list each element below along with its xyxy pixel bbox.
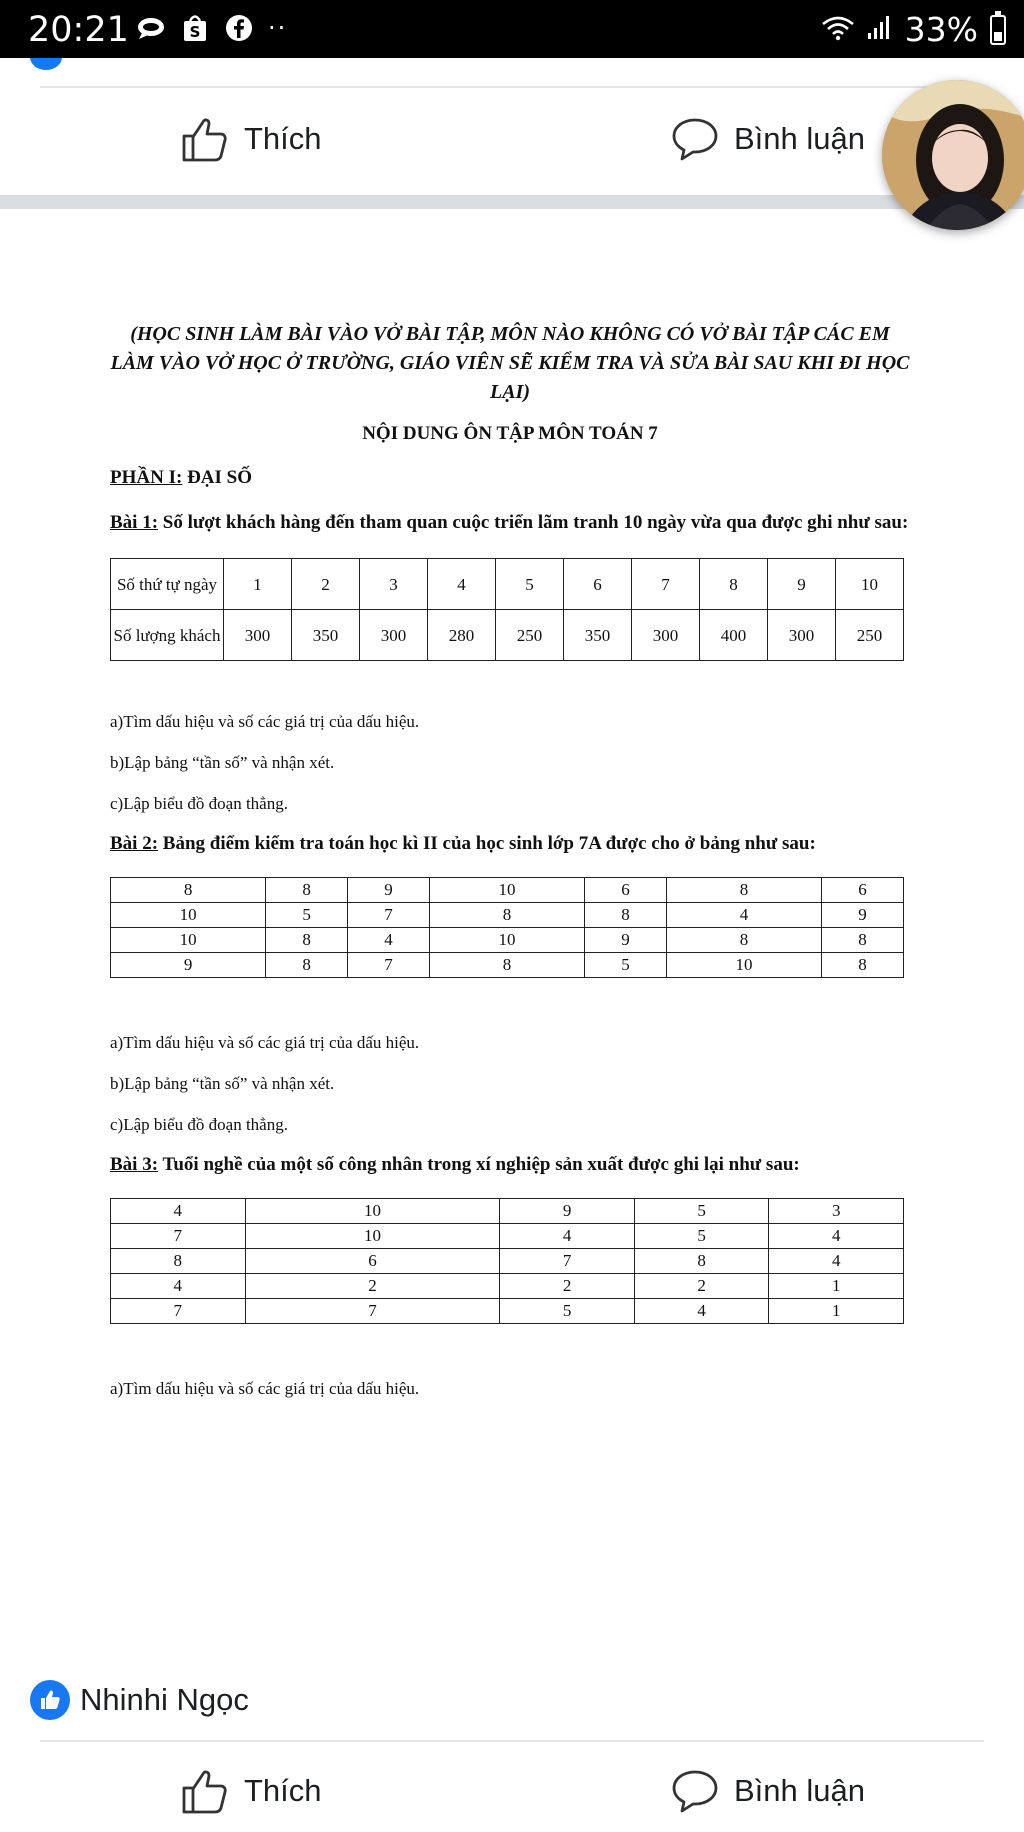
table-cell: 4 (769, 1249, 904, 1274)
table-cell: 3 (769, 1199, 904, 1224)
table-cell: 280 (428, 610, 496, 661)
wifi-icon (821, 10, 855, 49)
table-cell: 9 (500, 1199, 635, 1224)
table-cell: 8 (666, 878, 821, 903)
table-cell: 8 (111, 878, 266, 903)
table-row (111, 1224, 904, 1249)
score-table (110, 877, 904, 978)
post-action-row (0, 100, 1024, 180)
previous-comment-strip (0, 58, 1024, 88)
comment-label: Bình luận (734, 121, 865, 156)
battery-fill (994, 32, 1002, 41)
table-cell: 300 (360, 610, 428, 661)
comment-icon (670, 114, 720, 164)
table-cell: 10 (111, 903, 266, 928)
part-title (110, 467, 910, 489)
table-cell: 10 (666, 953, 821, 978)
problem-3 (110, 1149, 910, 1180)
table-cell: 8 (700, 559, 768, 610)
like-button[interactable] (180, 114, 322, 164)
table-cell: 7 (500, 1249, 635, 1274)
table-cell: 6 (822, 878, 904, 903)
table-cell: 8 (429, 953, 584, 978)
avatar-photo (882, 80, 1024, 230)
table-row (111, 953, 904, 978)
thumbs-up-icon (180, 1766, 230, 1816)
table-cell: 9 (585, 928, 667, 953)
table-cell: 8 (666, 928, 821, 953)
problem-3-text: Tuổi nghề của một số công nhân trong xí nghiệp sản xuất được ghi lại như sau: (158, 1154, 800, 1175)
status-time: 20:21 (28, 10, 129, 50)
table-cell: 7 (348, 903, 430, 928)
table-cell: 7 (245, 1299, 500, 1324)
table-cell: 5 (585, 953, 667, 978)
table-cell: 350 (564, 610, 632, 661)
comment-icon (670, 1766, 720, 1816)
table-cell: 4 (348, 928, 430, 953)
table-row (111, 1299, 904, 1324)
table-cell: 8 (822, 928, 904, 953)
table-row (111, 1249, 904, 1274)
table-cell: 6 (585, 878, 667, 903)
notification-icons (136, 14, 287, 42)
table-cell: 5 (266, 903, 348, 928)
table-cell: 7 (111, 1299, 246, 1324)
table-cell: 4 (634, 1299, 769, 1324)
table-cell: 5 (634, 1224, 769, 1249)
table-cell: 300 (224, 610, 292, 661)
table-cell: 6 (245, 1249, 500, 1274)
svg-text:S: S (189, 23, 201, 41)
seniority-table (110, 1198, 904, 1324)
table-row (111, 878, 904, 903)
table-cell: 1 (769, 1299, 904, 1324)
problem-1-label: Bài 1: (110, 512, 159, 533)
table-cell: 4 (111, 1274, 246, 1299)
comment-action-row (0, 1752, 1024, 1832)
table-header-cell: Số thứ tự ngày (111, 559, 224, 610)
system-icons (821, 10, 1006, 49)
table-cell: 4 (769, 1224, 904, 1249)
table-cell: 4 (428, 559, 496, 610)
table-cell: 10 (245, 1224, 500, 1249)
table-cell: 5 (496, 559, 564, 610)
table-cell: 8 (111, 1249, 246, 1274)
worksheet-heading: NỘI DUNG ÔN TẬP MÔN TOÁN 7 (362, 423, 658, 444)
table-cell: 300 (768, 610, 836, 661)
table-cell: 8 (266, 878, 348, 903)
table-cell: 8 (634, 1249, 769, 1274)
table-row (111, 1199, 904, 1224)
comment-author[interactable]: Nhinhi Ngọc (80, 1682, 249, 1717)
problem-2-text: Bảng điểm kiểm tra toán học kì II của học sinh lớp 7A được cho ở bảng như sau: (158, 833, 816, 854)
table-cell: 2 (245, 1274, 500, 1299)
table-cell: 1 (769, 1274, 904, 1299)
question-a: a)Tìm dấu hiệu và số các giá trị của dấu hiệu. (110, 712, 420, 731)
table-row (111, 928, 904, 953)
problem-2 (110, 828, 910, 859)
table-cell: 2 (500, 1274, 635, 1299)
table-cell: 4 (500, 1224, 635, 1249)
table-cell: 250 (836, 610, 904, 661)
table-row (111, 1274, 904, 1299)
facebook-icon (224, 14, 254, 42)
table-row (111, 903, 904, 928)
question-b: b)Lập bảng “tần số” và nhận xét. (110, 1074, 335, 1093)
like-button[interactable] (180, 1766, 322, 1816)
comment-label: Bình luận (734, 1773, 865, 1808)
table-cell: 6 (564, 559, 632, 610)
table-cell: 7 (348, 953, 430, 978)
problem-1-text: Số lượt khách hàng đến tham quan cuộc triển lãm tranh 10 ngày vừa qua được ghi như sau: (158, 512, 909, 533)
table-cell: 10 (245, 1199, 500, 1224)
table-cell: 5 (634, 1199, 769, 1224)
question-a: a)Tìm dấu hiệu và số các giá trị của dấu hiệu. (110, 1379, 420, 1398)
table-cell: 9 (348, 878, 430, 903)
table-cell: 9 (768, 559, 836, 610)
question-c: c)Lập biểu đồ đoạn thẳng. (110, 1115, 288, 1134)
question-c: c)Lập biểu đồ đoạn thẳng. (110, 794, 288, 813)
problem-1 (110, 507, 910, 538)
table-cell: 8 (822, 953, 904, 978)
comment-button[interactable] (670, 1766, 865, 1816)
like-reaction-icon (30, 1680, 70, 1720)
shopee-icon (180, 14, 210, 42)
table-cell: 300 (632, 610, 700, 661)
table-cell: 8 (266, 953, 348, 978)
like-label: Thích (244, 1773, 322, 1808)
table-cell: 4 (666, 903, 821, 928)
table-cell: 7 (632, 559, 700, 610)
table-cell: 1 (224, 559, 292, 610)
table-cell: 5 (500, 1299, 635, 1324)
part-name: ĐẠI SỐ (182, 467, 252, 488)
table-cell: 2 (292, 559, 360, 610)
table-cell: 9 (822, 903, 904, 928)
chat-bubble-icon (136, 14, 166, 42)
table-cell: 8 (429, 903, 584, 928)
problem-3-label: Bài 3: (110, 1154, 159, 1175)
question-a: a)Tìm dấu hiệu và số các giá trị của dấu hiệu. (110, 1033, 420, 1052)
section-separator (0, 195, 1024, 209)
table-cell: 8 (585, 903, 667, 928)
table-cell: 350 (292, 610, 360, 661)
table-cell: 4 (111, 1199, 246, 1224)
divider (40, 1740, 984, 1742)
like-label: Thích (244, 121, 322, 156)
table-cell: 2 (634, 1274, 769, 1299)
part-label: PHẦN I: (110, 467, 183, 488)
table-cell: 10 (429, 878, 584, 903)
table-cell: 7 (111, 1224, 246, 1249)
table-cell: 250 (496, 610, 564, 661)
table-row (111, 610, 904, 661)
comment-button[interactable] (670, 114, 865, 164)
status-bar (0, 0, 1024, 58)
table-cell: 9 (111, 953, 266, 978)
question-b: b)Lập bảng “tần số” và nhận xét. (110, 753, 335, 772)
battery-percent: 33% (904, 10, 978, 49)
table-cell: 3 (360, 559, 428, 610)
table-header-cell: Số lượng khách (111, 610, 224, 661)
more-notifications-dots: ·· (268, 14, 288, 42)
table-cell: 10 (836, 559, 904, 610)
table-cell: 8 (266, 928, 348, 953)
problem-2-label: Bài 2: (110, 833, 159, 854)
chat-head-avatar[interactable] (882, 80, 1024, 230)
comment-header (30, 1680, 249, 1720)
visitor-table (110, 558, 904, 661)
battery-icon (990, 15, 1006, 45)
table-row (111, 559, 904, 610)
divider (40, 86, 984, 88)
signal-icon (867, 10, 893, 49)
thumbs-up-icon (180, 114, 230, 164)
table-cell: 400 (700, 610, 768, 661)
reaction-badge-icon (30, 58, 62, 70)
worksheet-note: (HỌC SINH LÀM BÀI VÀO VỞ BÀI TẬP, MÔN NÀO KHÔNG CÓ VỞ BÀI TẬP CÁC EM LÀM VÀO VỞ HỌC Ở TRƯỜNG, GIÁO VIÊN SẼ KIỂM TRA VÀ SỬA BÀI SAU KHI ĐI HỌC LẠI) (110, 323, 910, 403)
worksheet-image (110, 320, 910, 1409)
table-cell: 10 (111, 928, 266, 953)
table-cell: 10 (429, 928, 584, 953)
